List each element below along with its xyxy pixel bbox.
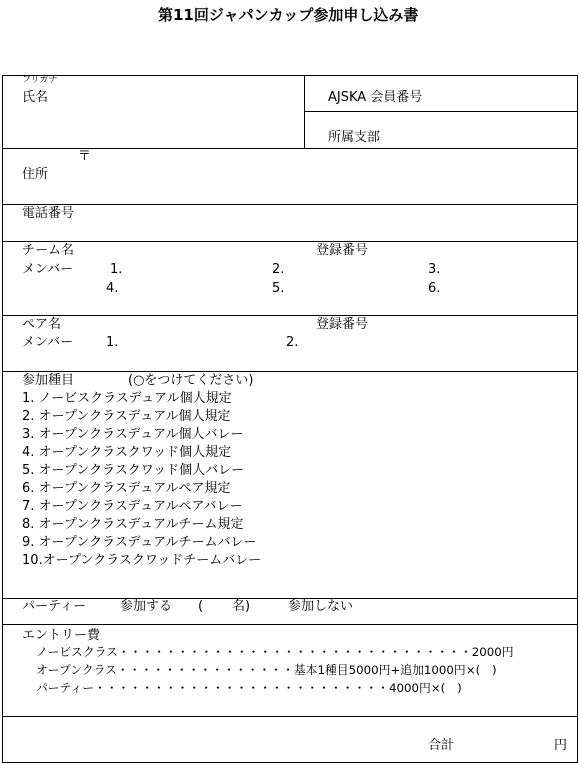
party-count-unit: 名)	[232, 599, 251, 614]
frame-bottom	[2, 762, 577, 763]
team-member-slot-2: 2.	[272, 262, 285, 277]
total-label: 合計	[428, 738, 455, 753]
events-divider	[2, 371, 577, 372]
event-item: 4. オープンクラスクワッド個人規定	[22, 445, 232, 460]
frame-top	[2, 75, 577, 76]
phone-label: 電話番号	[22, 206, 75, 221]
team-member-slot-1: 1.	[110, 262, 123, 277]
frame-right	[577, 75, 578, 763]
frame-left	[2, 75, 3, 763]
events-label: 参加種目	[22, 373, 75, 388]
event-item: 2. オープンクラスデュアル個人規定	[22, 409, 231, 424]
team-member-slot-5: 5.	[272, 281, 285, 296]
pair-members-label: メンバー	[22, 335, 74, 350]
event-item: 3. オープンクラスデュアル個人バレー	[22, 427, 244, 442]
party-count-open-paren: (	[198, 599, 204, 614]
fee-line-novice: ノービスクラス・・・・・・・・・・・・・・・・・・・・・・・・・・・・・・2000円	[36, 645, 514, 659]
team-reg-number-label: 登録番号	[316, 243, 369, 258]
event-item: 9. オープンクラスデュアルチームバレー	[22, 535, 257, 550]
fee-line-open: オープンクラス・・・・・・・・・・・・・・・基本1種目5000円+追加1000円×( )	[36, 663, 497, 677]
event-item: 10.オープンクラスクワッドチームバレー	[22, 553, 262, 568]
member-number-label: AJSKA 会員番号	[328, 90, 423, 105]
address-label: 住所	[22, 167, 49, 182]
entry-fee-label: エントリー費	[22, 628, 101, 643]
team-member-slot-6: 6.	[428, 281, 441, 296]
total-unit: 円	[554, 738, 568, 753]
team-name-label: チーム名	[22, 243, 75, 258]
event-item: 6. オープンクラスデュアルペア規定	[22, 481, 231, 496]
name-label: 氏名	[22, 90, 49, 105]
event-item: 5. オープンクラスクワッド個人バレー	[22, 463, 245, 478]
total-divider	[2, 716, 577, 717]
fee-divider	[2, 624, 577, 625]
team-divider	[2, 241, 577, 242]
event-item: 7. オープンクラスデュアルペアバレー	[22, 499, 243, 514]
events-note: (○をつけてください)	[128, 373, 254, 388]
pair-divider	[2, 315, 577, 316]
party-label: パーティー	[22, 599, 86, 614]
fee-line-party: パーティー・・・・・・・・・・・・・・・・・・・・・・・・・4000円×( )	[36, 681, 462, 695]
branch-label: 所属支部	[328, 130, 381, 145]
team-members-label: メンバー	[22, 262, 74, 277]
postal-mark: 〒	[78, 149, 92, 164]
event-item: 8. オープンクラスデュアルチーム規定	[22, 517, 244, 532]
party-attend-option[interactable]: 参加する	[120, 599, 173, 614]
member-branch-divider	[304, 111, 577, 112]
team-member-slot-3: 3.	[428, 262, 441, 277]
pair-name-label: ペア名	[22, 317, 62, 332]
party-not-attend-option[interactable]: 参加しない	[288, 599, 354, 614]
phone-divider	[2, 204, 577, 205]
pair-reg-number-label: 登録番号	[316, 317, 369, 332]
pair-member-slot-2: 2.	[286, 335, 299, 350]
form-title: 第11回ジャパンカップ参加申し込み書	[158, 6, 419, 24]
event-item: 1. ノービスクラスデュアル個人規定	[22, 391, 232, 406]
team-member-slot-4: 4.	[106, 281, 119, 296]
pair-member-slot-1: 1.	[106, 335, 119, 350]
furigana-label: フリガナ	[22, 75, 58, 85]
